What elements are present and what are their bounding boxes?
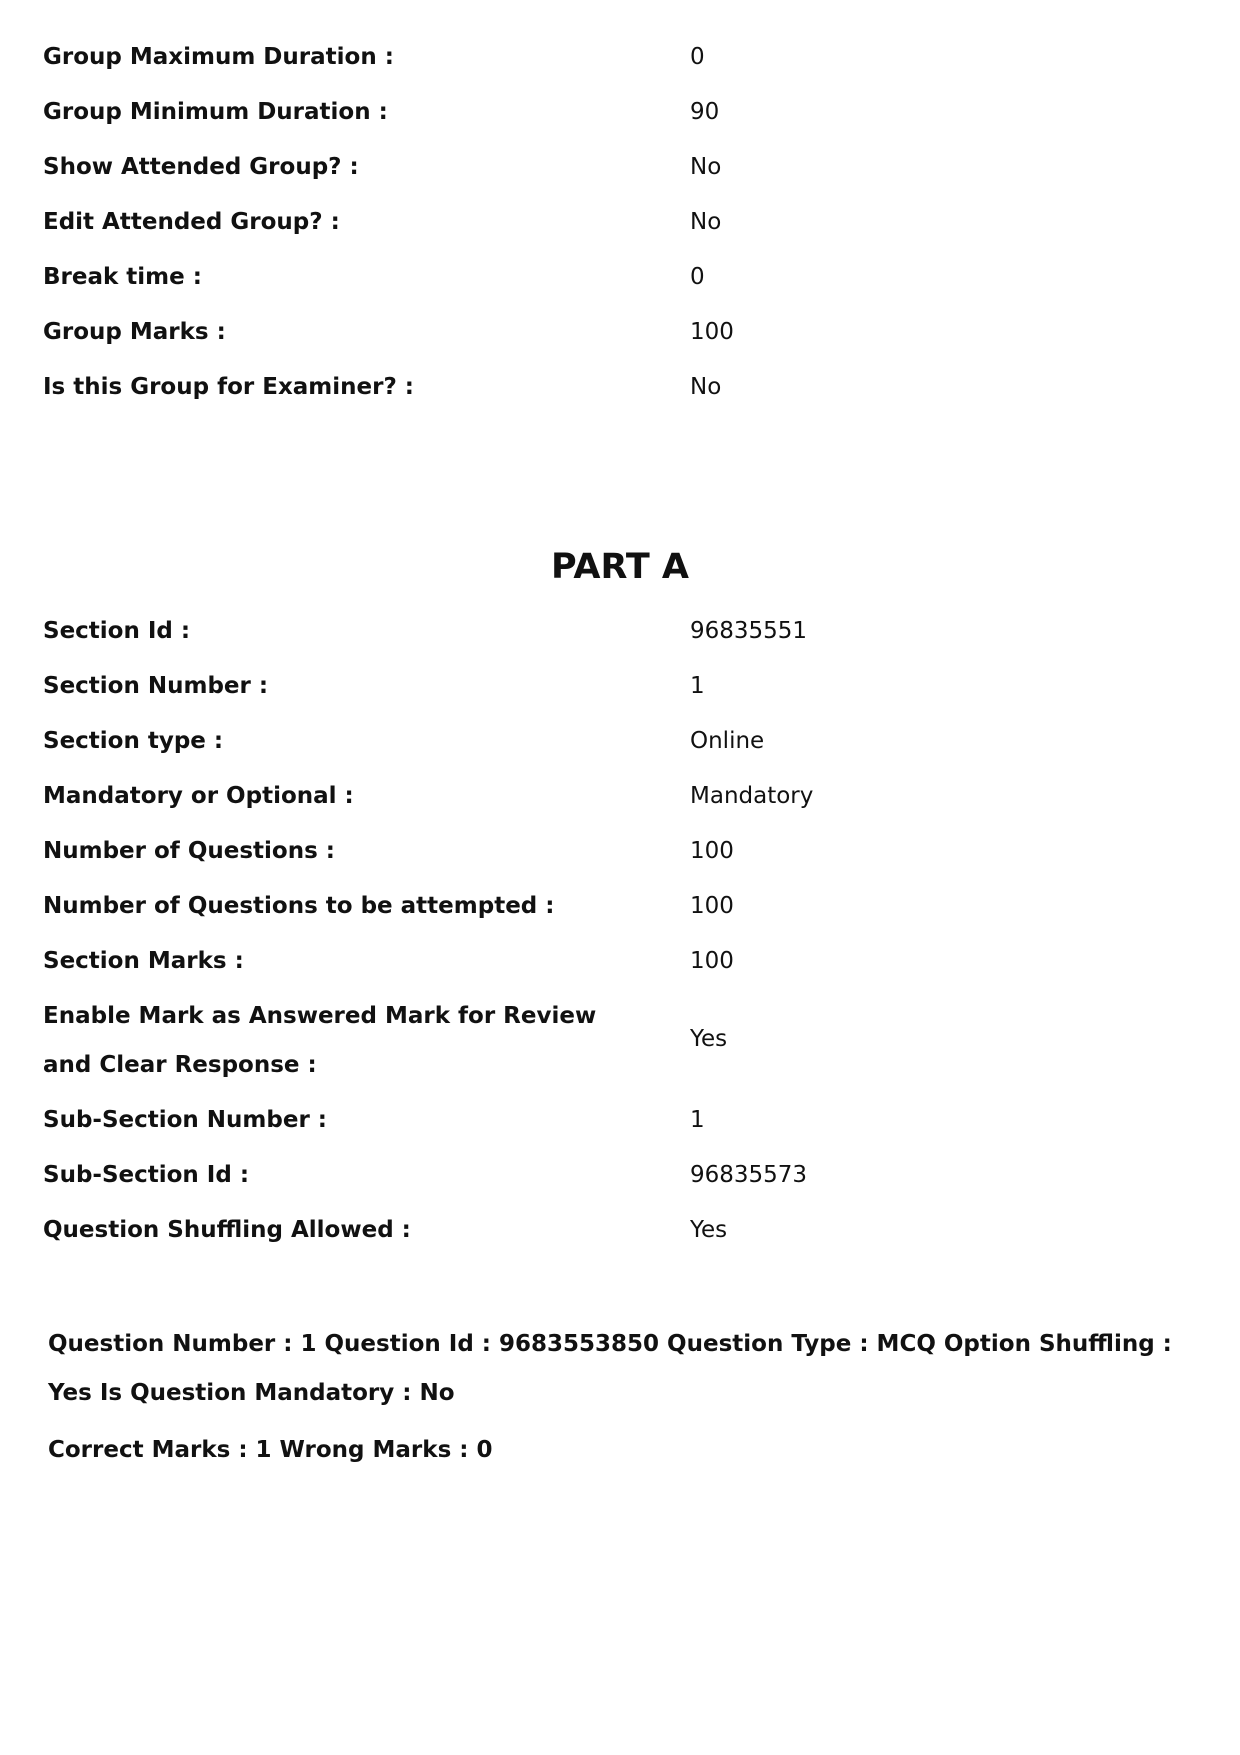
field-label: Group Minimum Duration :	[43, 99, 388, 125]
field-label: Section Marks :	[43, 948, 244, 974]
field-value: 0	[690, 264, 705, 290]
field-label: Is this Group for Examiner? :	[43, 374, 415, 400]
field-value: 96835573	[690, 1162, 808, 1188]
field-value: 1	[690, 1107, 705, 1133]
field-value: Online	[690, 728, 765, 754]
field-value: 100	[690, 838, 734, 864]
field-value: No	[690, 209, 722, 235]
field-label: Show Attended Group? :	[43, 154, 359, 180]
field-label: Section Id :	[43, 618, 191, 644]
question-header: Question Number : 1 Question Id : 9683553850 Question Type : MCQ Option Shuffling : Yes Is Question Mandatory : No	[48, 1331, 1172, 1406]
field-label: Sub-Section Id :	[43, 1162, 250, 1188]
field-label: Section Number :	[43, 673, 269, 699]
field-value: No	[690, 154, 722, 180]
field-value: No	[690, 374, 722, 400]
field-label: Question Shuffling Allowed :	[43, 1217, 411, 1243]
field-value: 100	[690, 893, 734, 919]
field-value: Yes	[690, 1026, 728, 1052]
field-value: Mandatory	[690, 783, 814, 809]
field-label: Edit Attended Group? :	[43, 209, 340, 235]
field-label: Number of Questions :	[43, 838, 335, 864]
field-label: Group Maximum Duration :	[43, 44, 394, 70]
field-value: Yes	[690, 1217, 728, 1243]
field-value: 1	[690, 673, 705, 699]
part-title: PART A	[550, 547, 690, 587]
field-value: 100	[690, 948, 734, 974]
field-value: 90	[690, 99, 720, 125]
question-marks: Correct Marks : 1 Wrong Marks : 0	[48, 1437, 493, 1463]
field-value: 100	[690, 319, 734, 345]
field-label: Sub-Section Number :	[43, 1107, 328, 1133]
field-value: 0	[690, 44, 705, 70]
field-label: Enable Mark as Answered Mark for Review and Clear Response :	[43, 1003, 597, 1078]
field-value: 96835551	[690, 618, 808, 644]
field-label: Mandatory or Optional :	[43, 783, 354, 809]
field-label: Break time :	[43, 264, 202, 290]
field-label: Section type :	[43, 728, 224, 754]
field-label: Group Marks :	[43, 319, 226, 345]
field-label: Number of Questions to be attempted :	[43, 893, 555, 919]
